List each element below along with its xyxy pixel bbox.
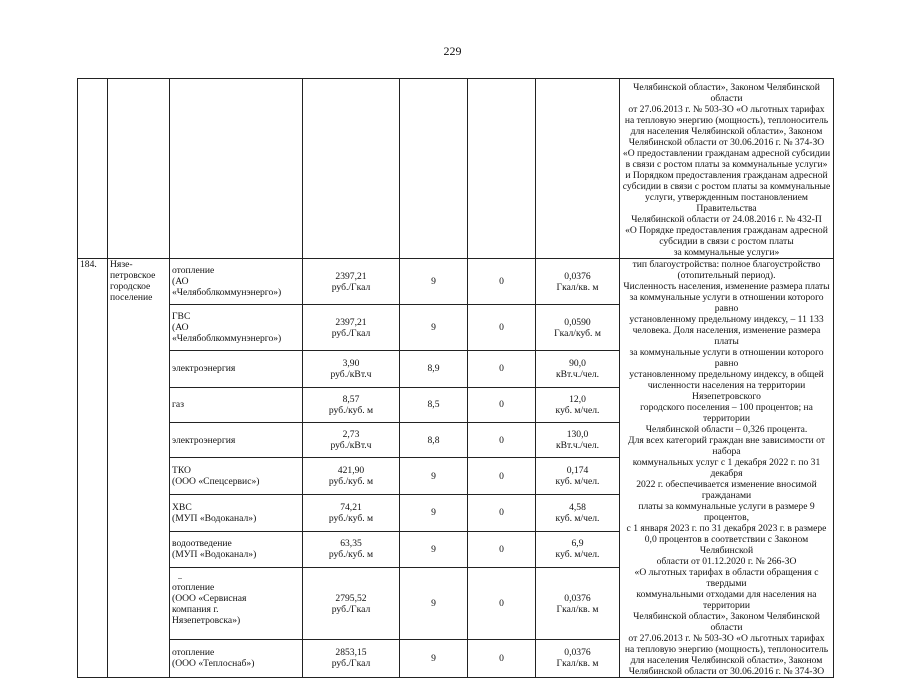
tariff-value: 421,90 руб./куб. м bbox=[303, 458, 400, 495]
continuation-text: Челябинской области», Законом Челябинской области от 27.06.2013 г. № 503-ЗО «О льготных тарифах на тепловую энергию (мощность), теплоноситель для населения Челябинской области», Законом Челябинской области от 30.06.2016 г. № 374-ЗО «О предоставлении гражданам адресной субсидии в связи с ростом платы за коммунальные услуги» и Порядком предоставления гражданам адресной субсидии в связи с ростом платы за коммунальные услуги, утвержденным постановлением Правительства Челябинской области от 24.08.2016 г. № 432-П «О Порядке предоставления гражданам адресной субсидии в связи с ростом платы за коммунальные услуги» bbox=[620, 79, 834, 259]
index-2022: 8,9 bbox=[400, 351, 468, 388]
empty-cell bbox=[536, 79, 620, 259]
empty-cell bbox=[108, 79, 170, 259]
tariff-value: 2853,15 руб./Гкал bbox=[303, 639, 400, 677]
service-name: газ bbox=[170, 387, 303, 422]
consumption-norm: 12,0 куб. м/чел. bbox=[536, 387, 620, 422]
index-2022: 9 bbox=[400, 494, 468, 531]
index-2023: 0 bbox=[468, 423, 536, 458]
consumption-norm: 0,0376 Гкал/кв. м bbox=[536, 568, 620, 640]
service-name: отопление (АО «Челябоблкоммунэнерго») bbox=[170, 259, 303, 305]
tariff-value: 2397,21 руб./Гкал bbox=[303, 305, 400, 351]
consumption-norm: 6,9 куб. м/чел. bbox=[536, 531, 620, 568]
service-name: электроэнергия bbox=[170, 423, 303, 458]
tariff-value: 2397,21 руб./Гкал bbox=[303, 259, 400, 305]
municipality-name: Нязе- петровское городское поселение bbox=[108, 259, 170, 678]
tariff-value: 8,57 руб./куб. м bbox=[303, 387, 400, 422]
scan-mark bbox=[178, 578, 182, 579]
index-2023: 0 bbox=[468, 639, 536, 677]
tariff-value: 2795,52 руб./Гкал bbox=[303, 568, 400, 640]
tariff-value: 3,90 руб./кВт.ч bbox=[303, 351, 400, 388]
index-2022: 8,8 bbox=[400, 423, 468, 458]
index-2023: 0 bbox=[468, 387, 536, 422]
index-2022: 8,5 bbox=[400, 387, 468, 422]
service-name: ТКО (ООО «Спецсервис») bbox=[170, 458, 303, 495]
consumption-norm: 90,0 кВт.ч./чел. bbox=[536, 351, 620, 388]
empty-cell bbox=[170, 79, 303, 259]
tariff-value: 74,21 руб./куб. м bbox=[303, 494, 400, 531]
tariff-value: 63,35 руб./куб. м bbox=[303, 531, 400, 568]
index-2022: 9 bbox=[400, 458, 468, 495]
index-2023: 0 bbox=[468, 305, 536, 351]
service-name: водоотведение (МУП «Водоканал») bbox=[170, 531, 303, 568]
service-name: отопление (ООО «Теплоснаб») bbox=[170, 639, 303, 677]
index-2023: 0 bbox=[468, 351, 536, 388]
consumption-norm: 0,0590 Гкал/куб. м bbox=[536, 305, 620, 351]
service-name: ГВС (АО «Челябоблкоммунэнерго») bbox=[170, 305, 303, 351]
consumption-norm: 4,58 куб. м/чел. bbox=[536, 494, 620, 531]
empty-cell bbox=[303, 79, 400, 259]
tariff-value: 2,73 руб./кВт.ч bbox=[303, 423, 400, 458]
empty-cell bbox=[78, 79, 108, 259]
index-2023: 0 bbox=[468, 568, 536, 640]
empty-cell bbox=[468, 79, 536, 259]
index-2022: 9 bbox=[400, 639, 468, 677]
entry-number: 184. bbox=[78, 259, 108, 678]
consumption-norm: 0,0376 Гкал/кв. м bbox=[536, 639, 620, 677]
service-name: ХВС (МУП «Водоканал») bbox=[170, 494, 303, 531]
index-2022: 9 bbox=[400, 531, 468, 568]
continuation-row bbox=[78, 79, 834, 259]
consumption-norm: 0,0376 Гкал/кв. м bbox=[536, 259, 620, 305]
index-2022: 9 bbox=[400, 568, 468, 640]
index-2023: 0 bbox=[468, 259, 536, 305]
index-2023: 0 bbox=[468, 494, 536, 531]
index-2023: 0 bbox=[468, 458, 536, 495]
index-2022: 9 bbox=[400, 259, 468, 305]
consumption-norm: 0,174 куб. м/чел. bbox=[536, 458, 620, 495]
service-name: отопление (ООО «Сервисная компания г. Нязепетровска») bbox=[170, 568, 303, 640]
index-2022: 9 bbox=[400, 305, 468, 351]
page-number: 229 bbox=[443, 44, 462, 58]
empty-cell bbox=[400, 79, 468, 259]
consumption-norm: 130,0 кВт.ч./чел. bbox=[536, 423, 620, 458]
table-row bbox=[78, 259, 834, 305]
index-2023: 0 bbox=[468, 531, 536, 568]
service-name: электроэнергия bbox=[170, 351, 303, 388]
tariff-table bbox=[77, 78, 834, 678]
entry-description: тип благоустройства: полное благоустройство (отопительный период). Численность населения, изменение размера платы за коммунальные услуги в отношении которого равно установленному предельному индексу, – 11 133 человека. Доля населения, изменение размера платы за коммунальные услуги в отношении которого равно установленному предельному индексу, в общей численности населения на территории Нязепетровского городского поселения – 100 процентов; на территории Челябинской области – 0,326 процента. Для всех категорий граждан вне зависимости от набора коммунальных услуг с 1 декабря 2022 г. по 31 декабря 2022 г. обеспечивается изменение вносимой гражданами платы за коммунальные услуги в размере 9 процентов, с 1 января 2023 г. по 31 декабря 2023 г. в размере 0,0 процентов в соответствии с Законом Челябинской области от 01.12.2020 г. № 266-ЗО «О льготных тарифах в области обращения с твердыми коммунальными отходами для населения на территории Челябинской области», Законом Челябинской области от 27.06.2013 г. № 503-ЗО «О льготных тарифах на тепловую энергию (мощность), теплоноситель для населения Челябинской области», Законом Челябинской области от 30.06.2016 г. № 374-ЗО bbox=[620, 259, 834, 678]
